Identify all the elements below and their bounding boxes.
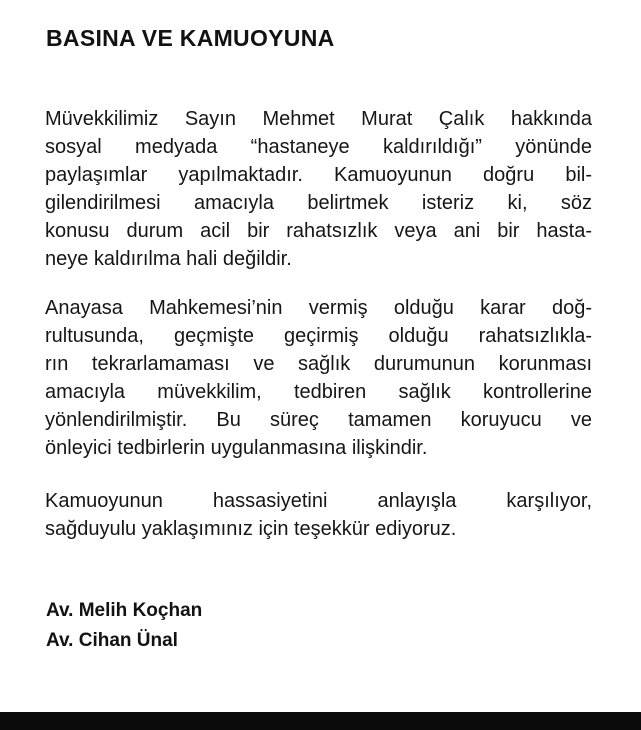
paragraph-line: sağduyulu yaklaşımınız için teşekkür ediyoruz. [45, 518, 457, 540]
paragraph-line: Müvekkilimiz Sayın Mehmet Murat Çalık hakkında [45, 108, 592, 130]
paragraph-line: sosyal medyada “hastaneye kaldırıldığı” yönünde [45, 136, 592, 158]
statement-paragraph-1 [45, 105, 592, 273]
paragraph-line: neye kaldırılma hali değildir. [45, 248, 292, 270]
paragraph-line: konusu durum acil bir rahatsızlık veya ani bir hasta- [45, 220, 592, 242]
paragraph-line: önleyici tedbirlerin uygulanmasına ilişkindir. [45, 437, 428, 459]
statement-title: BASINA VE KAMUOYUNA [46, 25, 335, 51]
statement-paragraph-2 [45, 294, 592, 462]
signature-block [46, 596, 202, 656]
paragraph-line: amacıyla müvekkilim, tedbiren sağlık kontrollerine [45, 381, 592, 403]
signature-name: Av. Cihan Ünal [46, 630, 178, 651]
signature-name: Av. Melih Koçhan [46, 600, 203, 621]
paragraph-line: rultusunda, geçmişte geçirmiş olduğu rahatsızlıkla- [45, 325, 592, 347]
paragraph-line: rın tekrarlamaması ve sağlık durumunun korunması [45, 353, 592, 375]
paragraph-line: Kamuoyunun hassasiyetini anlayışla karşılıyor, [45, 490, 592, 512]
paragraph-line: paylaşımlar yapılmaktadır. Kamuoyunun doğru bil- [45, 164, 592, 186]
footer-bar [0, 712, 641, 730]
paragraph-line: yönlendirilmiştir. Bu süreç tamamen koruyucu ve [45, 409, 592, 431]
paragraph-line: gilendirilmesi amacıyla belirtmek isteriz ki, söz [45, 192, 592, 214]
paragraph-line: Anayasa Mahkemesi’nin vermiş olduğu karar doğ- [45, 297, 592, 319]
statement-paragraph-3 [45, 487, 592, 543]
